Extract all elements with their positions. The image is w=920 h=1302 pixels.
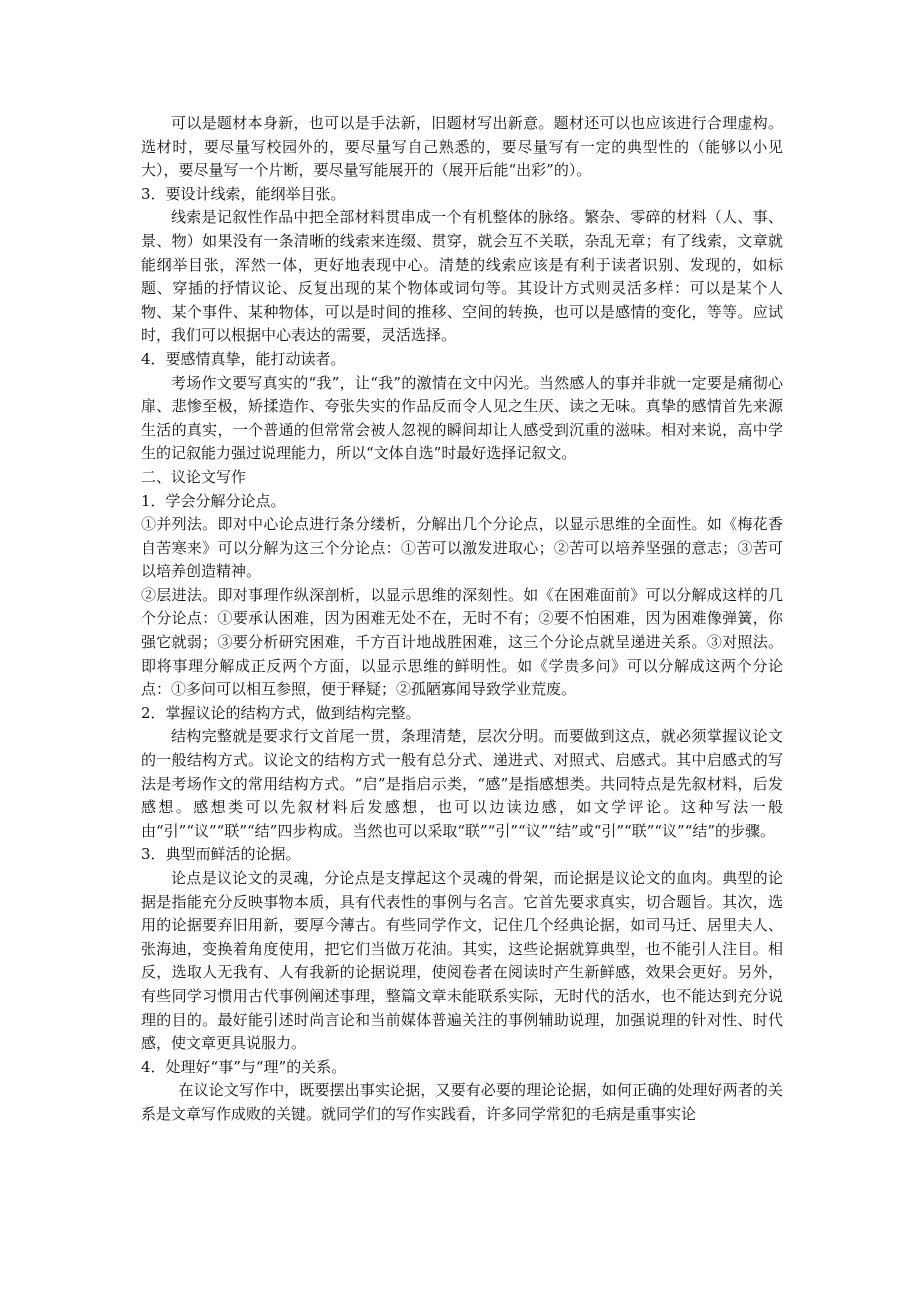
heading-sub-arguments: 1．学会分解分论点。 xyxy=(141,491,286,510)
paragraph-structure: 结构完整就是要求行文首尾一贯，条理清楚，层次分明。而要做到这点，就必须掌握议论文的一般结构方式。议论文的结构方式一般有总分式、递进式、对照式、启感式。其中启感式的写法是考场作文的常用结构方式。“启”是指启示类，“感”是指感想类。共同特点是先叙材料，后发感想。感想类可以先叙材料后发感想，也可以边读边感，如文学评论。这种写法一般由“引”“议”“联”“结”四步构成。当然也可以采取“联”“引”“议”“结”或“引”“联”“议”“结”的步骤。 xyxy=(141,727,783,840)
heading-fact-reason: 4．处理好“事”与“理”的关系。 xyxy=(141,1057,347,1076)
paragraph-topic-selection: 可以是题材本身新，也可以是手法新，旧题材写出新意。题材还可以也应该进行合理虚构。选材时，要尽量写校园外的，要尽量写自己熟悉的，要尽量写有一定的典型性的（能够以小见大），要尽量写一个片断，要尽量写能展开的（展开后能“出彩”的）。 xyxy=(141,114,783,180)
document-page xyxy=(141,112,783,1127)
paragraph-parallel-method: ①并列法。即对中心论点进行条分缕析，分解出几个分论点，以显示思维的全面性。如《梅花香自苦寒来》可以分解为这三个分论点：①苦可以激发进取心；②苦可以培养坚强的意志；③苦可以培养创造精神。 xyxy=(141,515,783,581)
paragraph-fact-reason: 在议论文写作中，既要摆出事实论据，又要有必要的理论论据，如何正确的处理好两者的关系是文章写作成败的关键。就同学们的写作实践看，许多同学常犯的毛病是重事实论 xyxy=(141,1081,783,1123)
heading-structure: 2．掌握议论的结构方式，做到结构完整。 xyxy=(141,703,421,722)
section-heading-argumentative: 二、议论文写作 xyxy=(141,467,247,486)
heading-sincere-emotion: 4．要感情真挚，能打动读者。 xyxy=(141,349,346,368)
paragraph-progressive-method: ②层进法。即对事理作纵深剖析，以显示思维的深刻性。如《在困难面前》可以分解成这样的几个分论点：①要承认困难，因为困难无处不在，无时不有；②要不怕困难，因为困难像弹簧，你强它就弱；③要分析研究困难，千方百计地战胜困难，这三个分论点就呈递进关系。③对照法。即将事理分解成正反两个方面，以显示思维的鲜明性。如《学贵多问》可以分解成这两个分论点：①多问可以相互参照，便于释疑；②孤陋寡闻导致学业荒废。 xyxy=(141,585,783,699)
heading-design-clue: 3．要设计线索，能纲举目张。 xyxy=(141,184,346,203)
paragraph-evidence: 论点是议论文的灵魂，分论点是支撑起这个灵魂的骨架，而论据是议论文的血肉。典型的论据是指能充分反映事物本质，具有代表性的事例与名言。它首先要求真实，切合题旨。其次，选用的论据要弃旧用新，要厚今薄古。有些同学作文，记住几个经典论据，如司马迁、居里夫人、张海迪，变换着角度使用，把它们当做万花油。其实，这些论据就算典型，也不能引人注目。相反，选取人无我有、人有我新的论据说理，使阅卷者在阅读时产生新鲜感，效果会更好。另外，有些同学习惯用古代事例阐述事理，整篇文章未能联系实际，无时代的活水，也不能达到充分说理的目的。最好能引述时尚言论和当前媒体普遍关注的事例辅助说理，加强说理的针对性、时代感，使文章更具说服力。 xyxy=(141,869,783,1053)
paragraph-emotion: 考场作文要写真实的“我”，让“我”的激情在文中闪光。当然感人的事并非就一定要是痛彻心扉、悲惨至极，矫揉造作、夸张失实的作品反而令人见之生厌、读之无味。真挚的感情首先来源生活的真实，一个普通的但常常会被人忽视的瞬间却让人感受到沉重的滋味。相对来说，高中学生的记叙能力强过说理能力，所以“文体自选”时最好选择记叙文。 xyxy=(141,373,783,463)
heading-evidence: 3．典型而鲜活的论据。 xyxy=(141,845,301,864)
paragraph-clue: 线索是记叙性作品中把全部材料贯串成一个有机整体的脉络。繁杂、零碎的材料（人、事、景、物）如果没有一条清晰的线索来连缀、贯穿，就会互不关联，杂乱无章；有了线索，文章就能纲举目张，浑然一体，更好地表现中心。清楚的线索应该是有利于读者识别、发现的，如标题、穿插的抒情议论、反复出现的某个物体或词句等。其设计方式则灵活多样：可以是某个人物、某个事件、某种物体，可以是时间的推移、空间的转换，也可以是感情的变化，等等。应试时，我们可以根据中心表达的需要，灵活选择。 xyxy=(141,208,783,345)
